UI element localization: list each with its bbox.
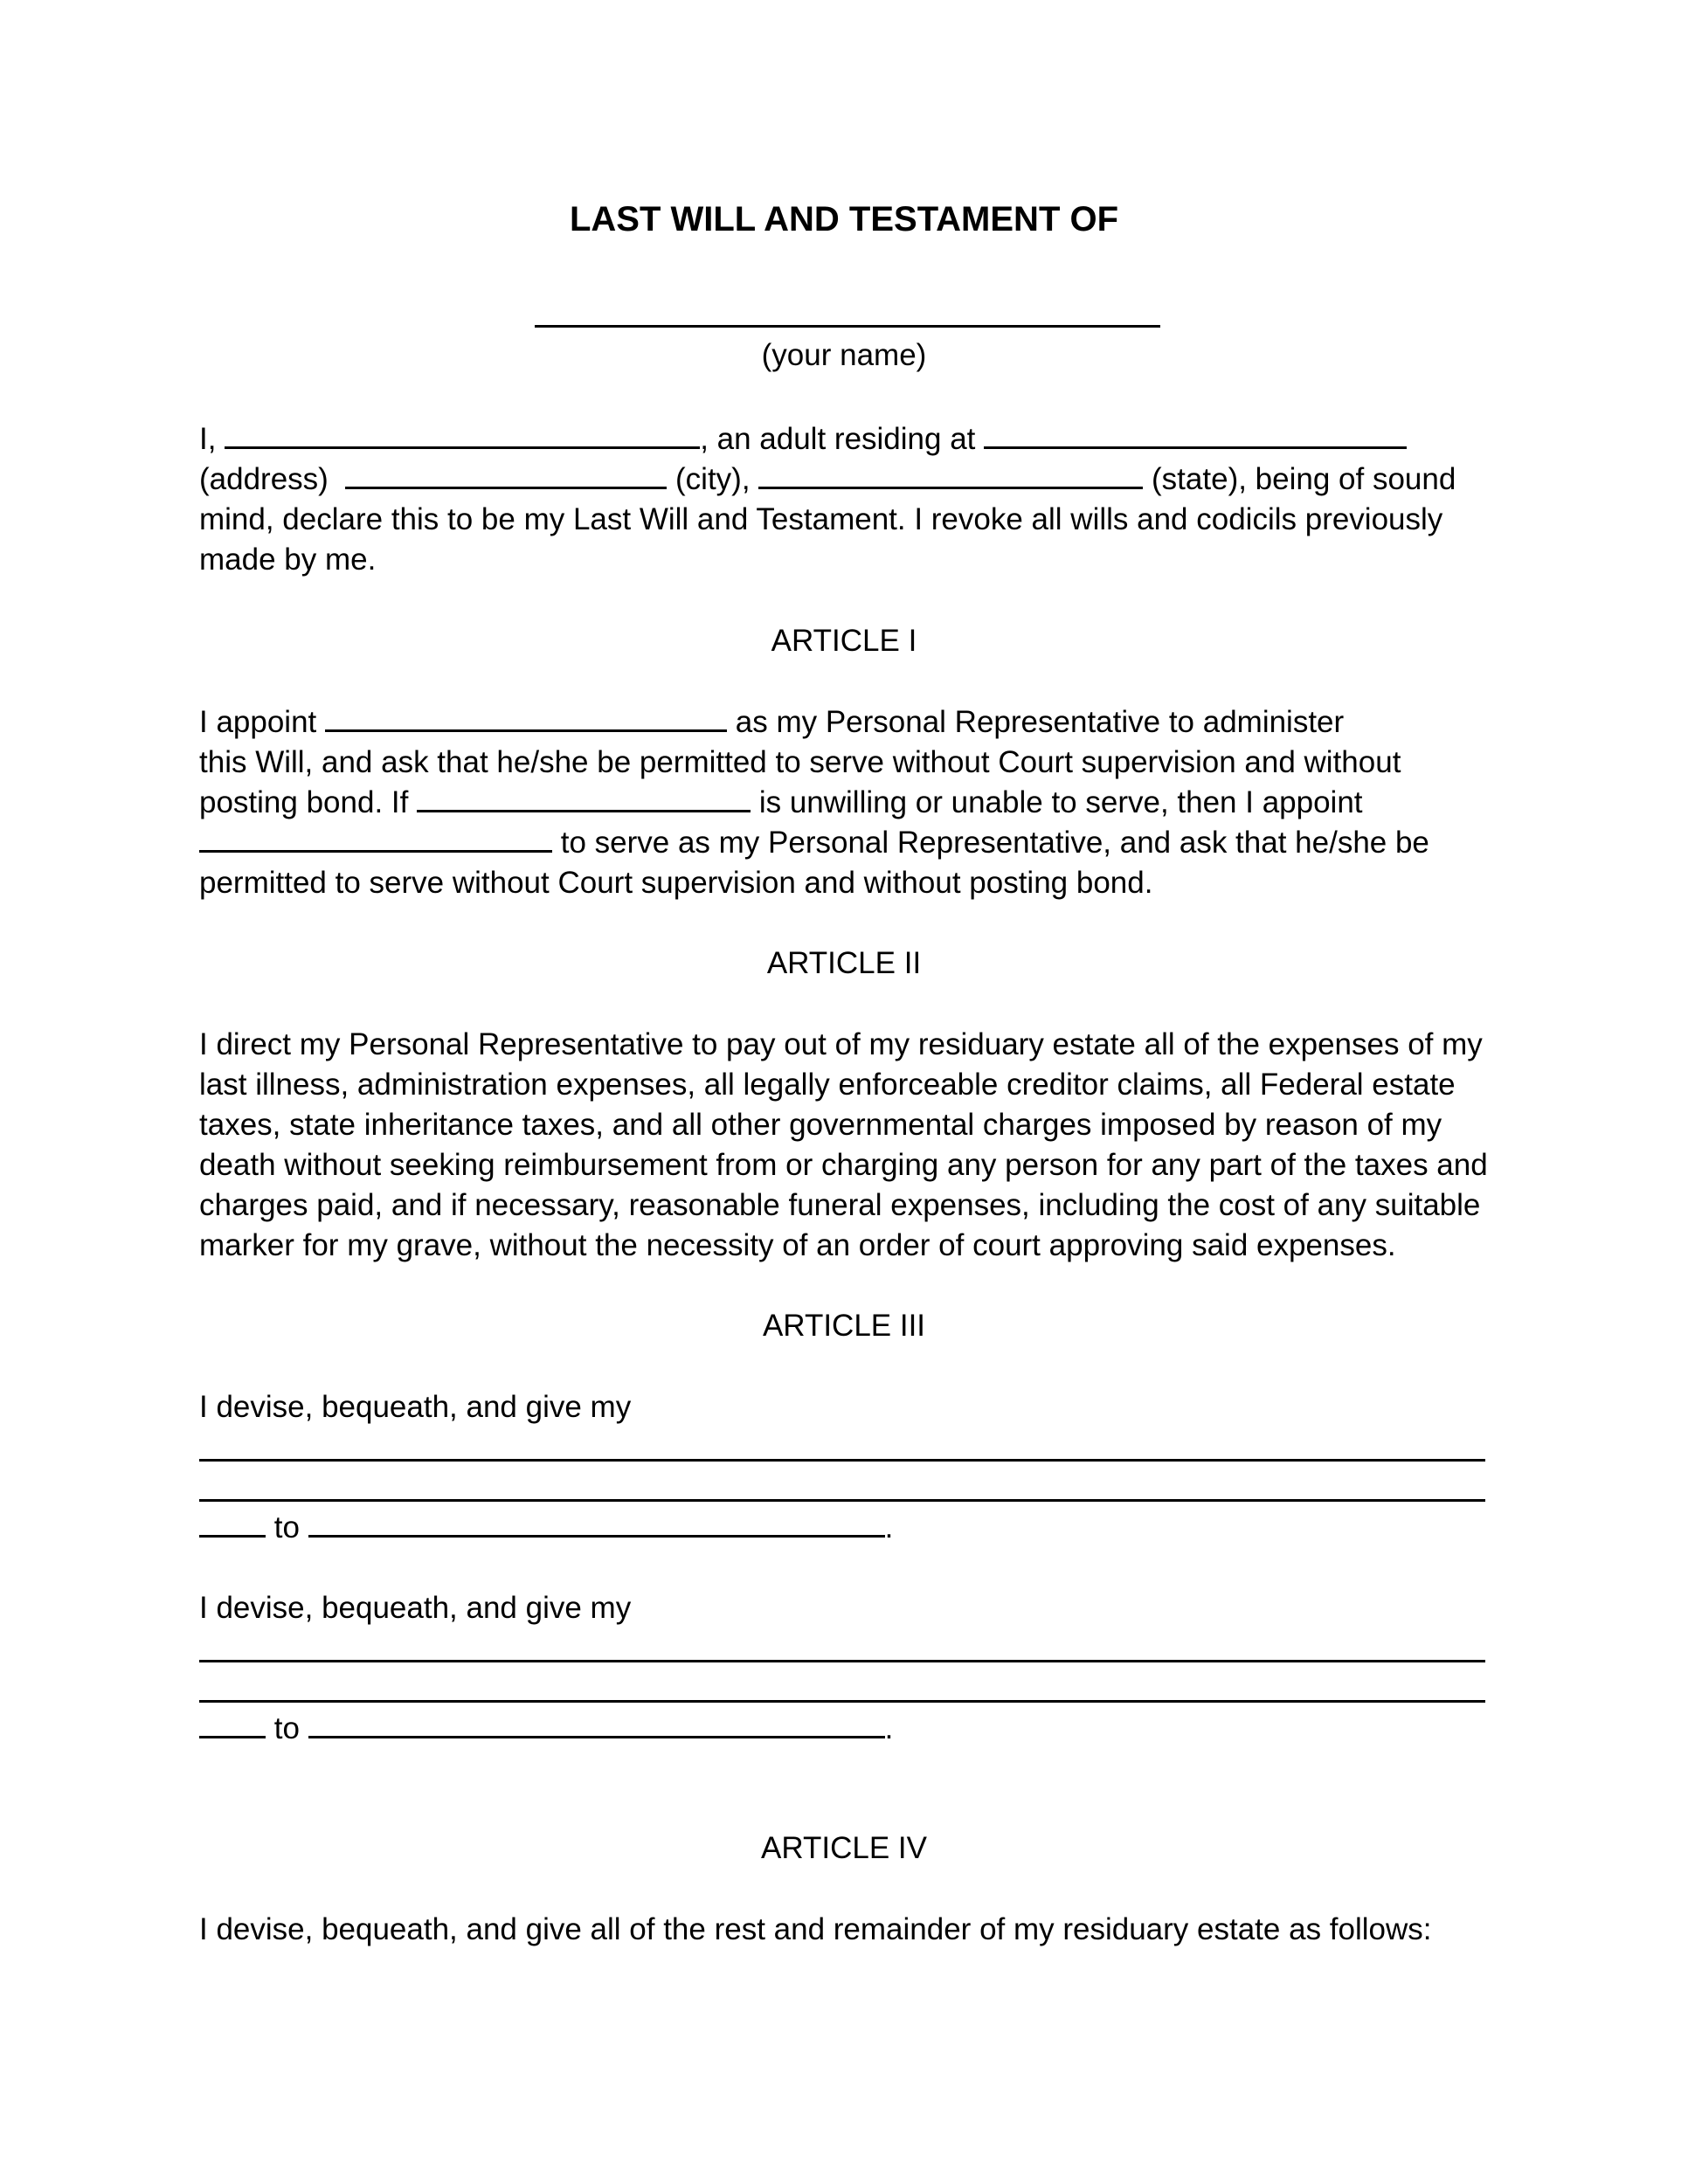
bequest-1-item-blank[interactable] [199,1499,1485,1502]
article-1-line-3 [199,783,1363,823]
name-caption: (your name) [761,338,927,372]
article-2-heading: ARTICLE II [766,946,922,980]
article-2-line: charges paid, and if necessary, reasonable funeral expenses, including the cost of any suitable [199,1188,1481,1222]
to-word: to [273,1510,300,1545]
article-1-line-5: permitted to serve without Court supervision and without posting bond. [199,866,1153,900]
bequest-2-item-blank[interactable] [199,1700,1485,1703]
bequest-1-recipient-line [199,1508,893,1548]
bequest-2-recipient-blank[interactable] [308,1710,885,1738]
article-1-line-2: this Will, and ask that he/she be permitted to serve without Court supervision and without [199,745,1401,779]
article-text: is unwilling or unable to serve, then I appoint [758,785,1363,819]
residence-blank[interactable] [984,420,1407,449]
intro-text: I, [199,422,217,456]
representative-blank[interactable] [325,703,727,732]
article-2-line: marker for my grave, without the necessity of an order of court approving said expenses. [199,1228,1396,1262]
article-text: as my Personal Representative to administer [735,705,1345,739]
state-blank[interactable] [758,460,1143,489]
bequest-1-text: I devise, bequeath, and give my [199,1390,632,1424]
bequest-2-short-blank[interactable] [199,1710,266,1738]
city-blank[interactable] [345,460,667,489]
to-word: to [273,1711,300,1745]
intro-line-3: mind, declare this to be my Last Will and Testament. I revoke all wills and codicils previously [199,502,1443,536]
article-text: to serve as my Personal Representative, and ask that he/she be [560,826,1429,860]
period: . [884,1510,894,1545]
intro-line-4: made by me. [199,543,377,577]
bequest-2-item-blank[interactable] [199,1660,1485,1662]
document-title: LAST WILL AND TESTAMENT OF [569,200,1119,238]
article-1-line-1 [199,702,1344,743]
representative-repeat-blank[interactable] [417,784,751,812]
article-text: I appoint [199,705,317,739]
article-2-line: death without seeking reimbursement from or charging any person for any part of the taxes and [199,1148,1488,1182]
bequest-1-short-blank[interactable] [199,1509,266,1538]
intro-line-2 [199,460,1456,500]
intro-line-1 [199,419,1407,460]
bequest-2-recipient-line [199,1709,893,1749]
article-4-text: I devise, bequeath, and give all of the rest and remainder of my residuary estate as follows: [199,1912,1432,1946]
intro-text: (address) [199,462,329,496]
period: . [884,1711,894,1745]
alternate-representative-blank[interactable] [199,824,552,853]
article-1-heading: ARTICLE I [771,624,917,658]
full-name-blank[interactable] [225,420,700,449]
article-4-heading: ARTICLE IV [761,1831,927,1865]
article-1-line-4 [199,823,1429,863]
bequest-2-text: I devise, bequeath, and give my [199,1591,632,1625]
article-3-heading: ARTICLE III [762,1309,926,1343]
article-2-line: I direct my Personal Representative to pay out of my residuary estate all of the expenses of my [199,1027,1483,1061]
testator-name-blank[interactable] [535,325,1160,328]
article-2-line: taxes, state inheritance taxes, and all other governmental charges imposed by reason of my [199,1108,1442,1142]
intro-text: , an adult residing at [700,422,976,456]
bequest-1-recipient-blank[interactable] [308,1509,885,1538]
intro-text: (state), being of sound [1152,462,1456,496]
bequest-1-item-blank[interactable] [199,1459,1485,1462]
intro-text: (city), [675,462,751,496]
article-2-line: last illness, administration expenses, all legally enforceable creditor claims, all Federal estate [199,1068,1456,1102]
article-text: posting bond. If [199,785,409,819]
